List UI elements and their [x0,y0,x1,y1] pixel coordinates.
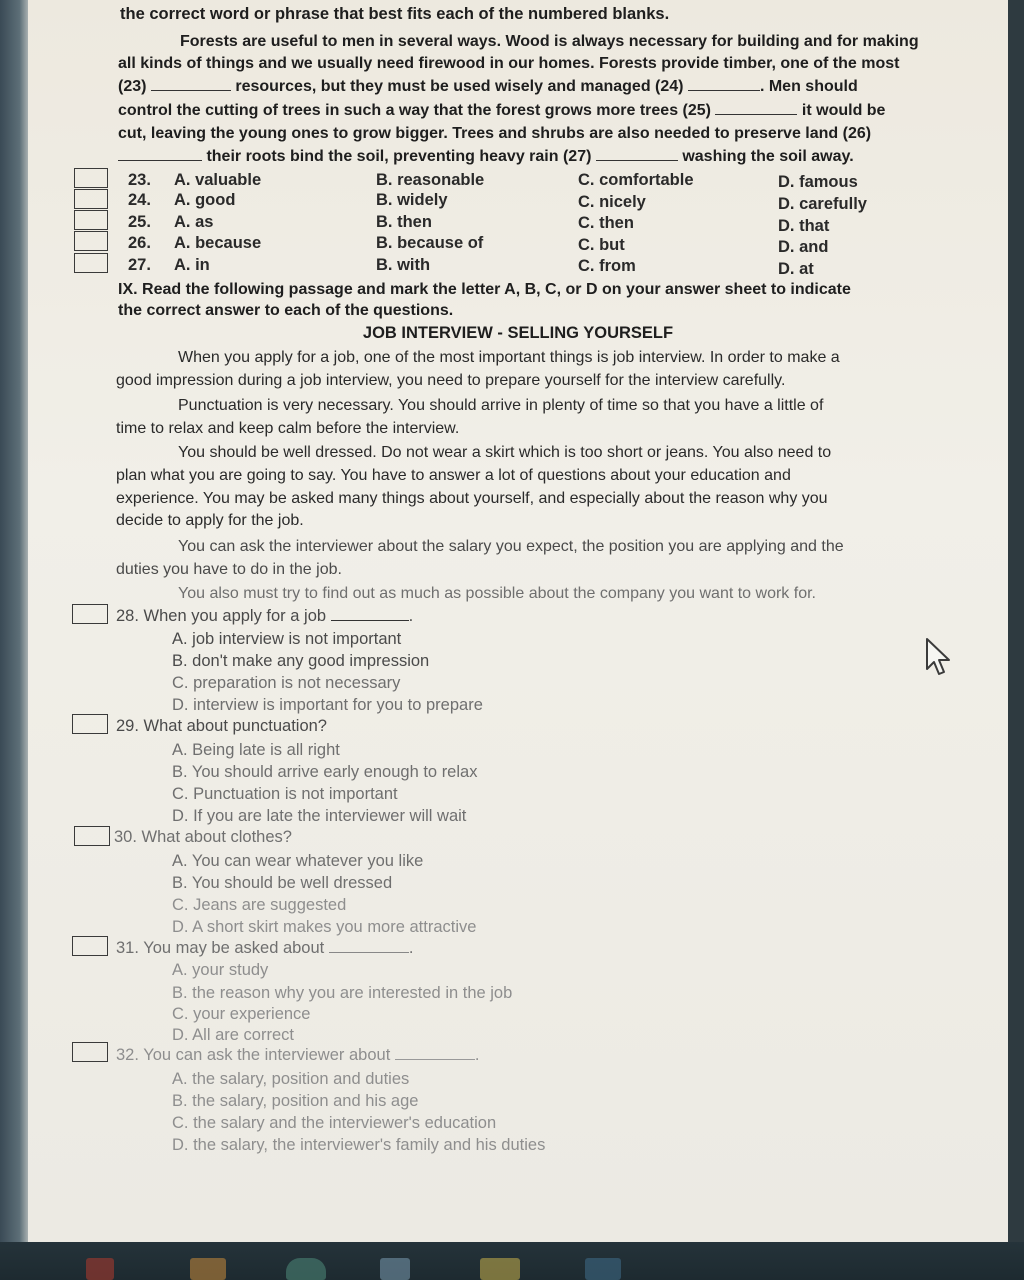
passage2-p5-line1: You also must try to find out as much as possible about the company you want to work for. [178,585,816,602]
cloze-27-b: B. with [376,256,431,274]
cloze-26-b: B. because of [376,234,484,252]
passage2-p3-line3: experience. You may be asked many things about yourself, and especially about the reason why you [116,490,828,507]
question-30-text: 30. What about clothes? [114,828,292,846]
q29-option-a: A. Being late is all right [172,741,340,759]
cloze-26-d: D. and [778,238,829,256]
passage2-p3-line2: plan what you are going to say. You have to answer a lot of questions about your education and [116,467,791,484]
answer-box-28[interactable] [72,604,108,624]
answer-box-25[interactable] [74,210,108,230]
section-ix-instruction-1: IX. Read the following passage and mark the letter A, B, C, or D on your answer sheet to indicate [118,281,851,298]
cloze-23-c: C. comfortable [578,171,694,189]
passage2-p4-line1: You can ask the interviewer about the salary you expect, the position you are applying and the [178,538,844,555]
instruction-top: the correct word or phrase that best fits each of the numbered blanks. [120,5,670,23]
answer-box-24[interactable] [74,189,108,209]
q29-option-d: D. If you are late the interviewer will wait [172,807,467,825]
cloze-26-a: A. because [174,234,262,252]
question-31-blank [329,938,409,953]
cloze-24-d: D. carefully [778,195,867,213]
cloze-24-b: B. widely [376,191,448,209]
question-28-tail: . [408,607,414,625]
q32-option-a: A. the salary, position and duties [172,1070,410,1088]
cloze-num-25: 25. [128,213,151,231]
cloze-27-c: C. from [578,257,636,275]
q32-option-b: B. the salary, position and his age [172,1092,419,1110]
q31-option-d: D. All are correct [172,1026,294,1044]
taskbar-app-icon[interactable] [380,1258,410,1280]
cloze-23-b: B. reasonable [376,171,485,189]
taskbar-app-icon[interactable] [585,1258,621,1280]
question-29 [116,716,327,736]
desk-edge [0,0,28,1242]
question-31 [116,938,413,958]
passage2-p3-line4: decide to apply for the job. [116,512,304,529]
worksheet-page [28,0,1008,1242]
cloze-27-d: D. at [778,260,814,278]
q29-option-c: C. Punctuation is not important [172,785,398,803]
cloze-26-c: C. but [578,236,625,254]
passage1-line6-start: their roots bind the soil, preventing heavy rain (27) [206,148,592,165]
q30-option-c: C. Jeans are suggested [172,896,347,914]
q31-option-c: C. your experience [172,1005,311,1023]
question-32-text: 32. You can ask the interviewer about [116,1046,391,1064]
q30-option-b: B. You should be well dressed [172,874,393,892]
cloze-num-26: 26. [128,234,151,252]
question-31-text: 31. You may be asked about [116,939,325,957]
question-32-tail: . [474,1046,480,1064]
passage1-line1: Forests are useful to men in several ways. Wood is always necessary for building and for making [180,33,919,50]
passage2-p1-line1: When you apply for a job, one of the most important things is job interview. In order to make a [178,349,840,366]
passage1-line3 [118,76,974,97]
question-31-tail: . [408,939,414,957]
question-28-blank [331,606,409,621]
cloze-27-a: A. in [174,256,210,274]
question-29-text: 29. What about punctuation? [116,717,327,735]
cloze-25-c: C. then [578,214,634,232]
q28-option-d: D. interview is important for you to prepare [172,696,483,714]
q29-option-b: B. You should arrive early enough to relax [172,763,478,781]
blank-23 [151,76,231,91]
passage1-line6 [118,146,854,167]
passage2-p4-line2: duties you have to do in the job. [116,561,342,578]
answer-box-30[interactable] [74,826,110,846]
passage1-line3-end: . Men should [759,78,858,95]
blank-27 [596,146,678,161]
answer-box-26[interactable] [74,231,108,251]
section-ix-instruction-2: the correct answer to each of the questions. [118,302,454,319]
taskbar-app-icon[interactable] [480,1258,520,1280]
cloze-23-a: A. valuable [174,171,262,189]
cloze-25-a: A. as [174,213,214,231]
passage2-p2-line1: Punctuation is very necessary. You should arrive in plenty of time so that you have a little of [178,397,824,414]
cloze-25-d: D. that [778,217,830,235]
taskbar-app-icon[interactable] [86,1258,114,1280]
blank-24 [688,76,760,91]
passage1-line6-end: washing the soil away. [682,148,854,165]
cloze-24-a: A. good [174,191,236,209]
answer-box-32[interactable] [72,1042,108,1062]
blank-25 [715,100,797,115]
passage1-line5: cut, leaving the young ones to grow bigger. Trees and shrubs are also needed to preserve land (26) [118,125,872,142]
question-28-text: 28. When you apply for a job [116,607,327,625]
taskbar-app-icon[interactable] [190,1258,226,1280]
q32-option-d: D. the salary, the interviewer's family and his duties [172,1136,546,1154]
cloze-23-d: D. famous [778,173,858,191]
answer-box-23[interactable] [74,168,108,188]
blank-23-label: (23) [118,78,147,95]
q30-option-d: D. A short skirt makes you more attractive [172,918,477,936]
passage1-line3-mid: resources, but they must be used wisely and managed (24) [235,78,684,95]
q28-option-b: B. don't make any good impression [172,652,430,670]
passage1-line4-start: control the cutting of trees in such a way that the forest grows more trees (25) [118,102,711,119]
passage2-p2-line2: time to relax and keep calm before the interview. [116,420,460,437]
answer-box-27[interactable] [74,253,108,273]
q31-option-a: A. your study [172,961,269,979]
mouse-pointer-icon [925,637,953,677]
cloze-num-23: 23. [128,171,151,189]
q32-option-c: C. the salary and the interviewer's education [172,1114,497,1132]
passage1-line4-end: it would be [801,102,886,119]
q28-option-a: A. job interview is not important [172,630,402,648]
q28-option-c: C. preparation is not necessary [172,674,401,692]
question-28 [116,606,413,626]
passage2-title: JOB INTERVIEW - SELLING YOURSELF [362,324,674,342]
question-30 [114,827,292,847]
cloze-num-24: 24. [128,191,151,209]
cloze-num-27: 27. [128,256,151,274]
q31-option-b: B. the reason why you are interested in the job [172,984,513,1002]
passage1-line4 [118,100,974,121]
passage2-p1-line2: good impression during a job interview, you need to prepare yourself for the interview carefully. [116,372,786,389]
taskbar-app-icon[interactable] [286,1258,326,1280]
passage1-line2: all kinds of things and we usually need firewood in our homes. Forests provide timber, one of the most [118,55,900,72]
q30-option-a: A. You can wear whatever you like [172,852,424,870]
cloze-24-c: C. nicely [578,193,646,211]
blank-26 [118,146,202,161]
answer-box-31[interactable] [72,936,108,956]
question-32-blank [395,1045,475,1060]
cloze-25-b: B. then [376,213,432,231]
question-32 [116,1045,479,1065]
passage2-p3-line1: You should be well dressed. Do not wear a skirt which is too short or jeans. You also need to [178,444,832,461]
answer-box-29[interactable] [72,714,108,734]
